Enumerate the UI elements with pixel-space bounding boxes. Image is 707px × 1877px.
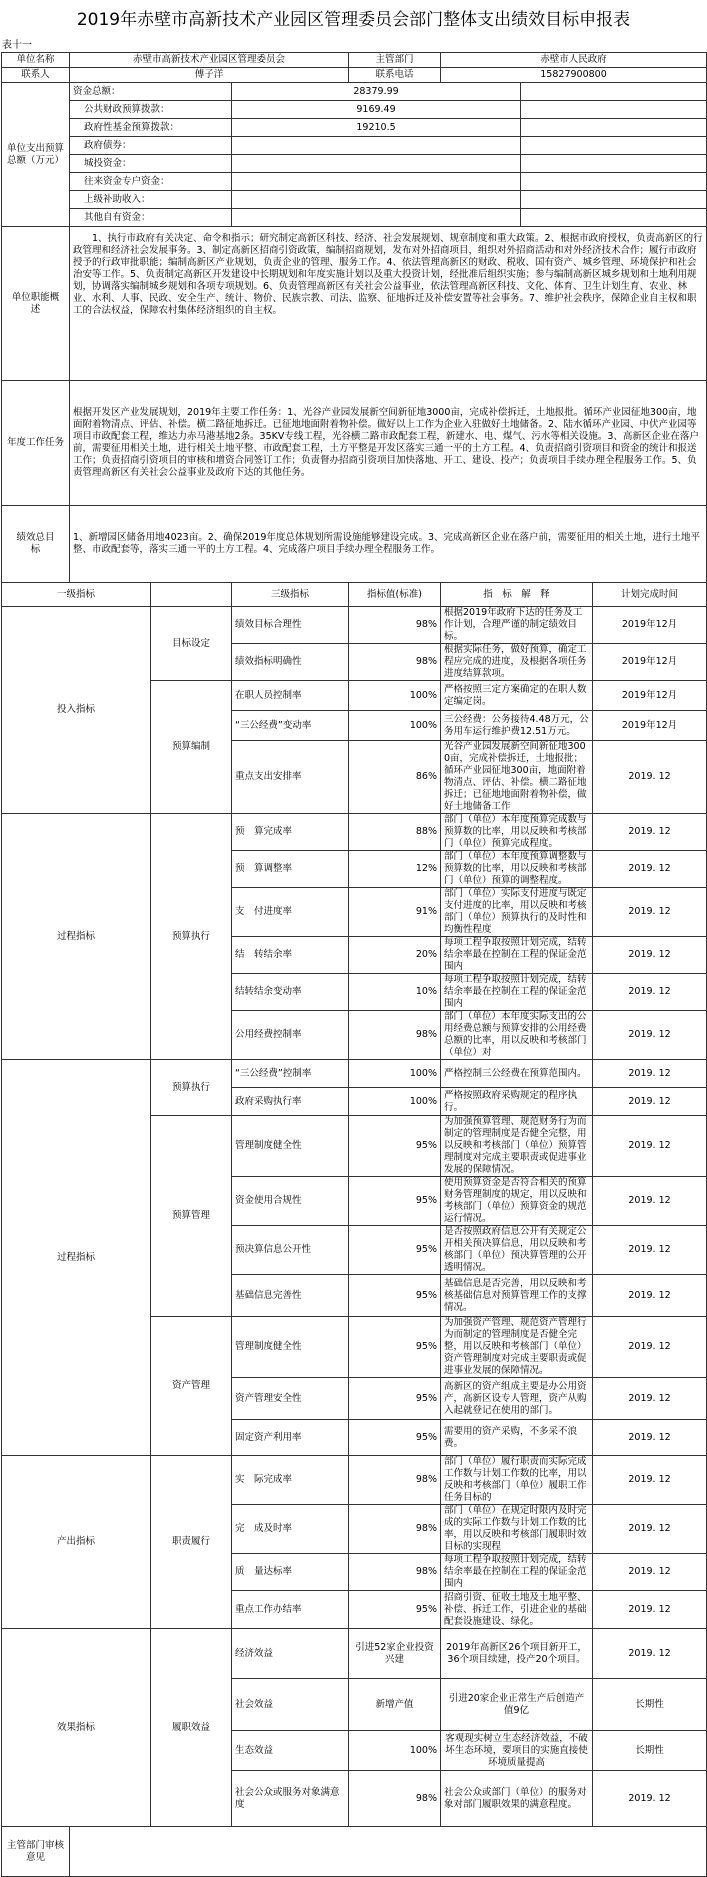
time-cell: 2019. 12 (593, 1378, 707, 1420)
target-cell: 10% (349, 974, 441, 1011)
level1-cell: 投入指标 (2, 607, 151, 814)
time-cell: 2019. 12 (593, 741, 707, 814)
indicator-row (2, 1456, 707, 1505)
level3-cell: 绩效指标明确性 (232, 644, 349, 681)
functions-label: 单位职能概 述 (2, 227, 70, 381)
goals-row (2, 506, 707, 583)
phone-label: 联系电话 (349, 68, 441, 83)
level3-cell: 完 成及时率 (232, 1505, 349, 1554)
level3-cell: 管理制度健全性 (232, 1116, 349, 1177)
time-cell: 2019. 12 (593, 814, 707, 851)
level3-cell: 经济效益 (232, 1629, 349, 1679)
level3-cell: 预 算调整率 (232, 851, 349, 888)
explain-cell: 高新区的资产组成主要是办公用资产，高新区设专人管理，资产从购入起就登记在使用的部门。 (441, 1378, 593, 1420)
level2-cell: 预算执行 (151, 1060, 232, 1116)
budget-row (2, 209, 707, 227)
time-cell: 2019. 12 (593, 937, 707, 974)
budget-item-label: 往来资金专户资金： (70, 173, 232, 191)
review-content (70, 1827, 707, 1877)
header-level3: 三级指标 (232, 583, 349, 607)
level2-cell: 职责履行 (151, 1456, 232, 1629)
target-cell: 100% (349, 681, 441, 711)
level2-cell: 预算管理 (151, 1116, 232, 1317)
indicator-row (2, 814, 707, 851)
dept-label: 主管部门 (349, 53, 441, 68)
contact-row (2, 68, 707, 83)
budget-row (2, 155, 707, 173)
target-cell: 95% (349, 1317, 441, 1378)
goals-label: 绩效总目 标 (2, 506, 70, 583)
budget-blank-cell (521, 209, 707, 227)
explain-cell: 部门（单位）实际支付进度与既定支付进度的比率，用以反映和考核部门（单位）预算执行的及时性和均衡性程度 (441, 888, 593, 937)
explain-cell: 严格控制三公经费在预算范围内。 (441, 1060, 593, 1088)
budget-row (2, 173, 707, 191)
time-cell: 2019年12月 (593, 607, 707, 644)
budget-row (2, 83, 707, 101)
budget-item-value (232, 191, 521, 209)
explain-cell: 引进20家企业正常生产后创造产值9亿 (441, 1679, 593, 1731)
explain-cell: 三公经费：公务接待4.48万元，公务用车运行维护费12.51万元。 (441, 711, 593, 741)
target-cell: 98% (349, 1771, 441, 1827)
phone-value: 15827900800 (441, 68, 707, 83)
explain-cell: 部门（单位）本年度预算调整数与预算数的比率，用以反映和考核部门（单位）预算的调整程度。 (441, 851, 593, 888)
header-level1: 一级指标 (2, 583, 151, 607)
time-cell: 2019. 12 (593, 1088, 707, 1116)
time-cell: 2019. 12 (593, 1629, 707, 1679)
level2-cell: 预算编制 (151, 681, 232, 814)
time-cell: 2019. 12 (593, 1771, 707, 1827)
explain-cell: 部门（单位）在规定时限内及时完成的实际工作数与计划工作数的比率，用以反映和考核部门履职时效目标的实现程 (441, 1505, 593, 1554)
dept-value: 赤壁市人民政府 (441, 53, 707, 68)
target-cell: 95% (349, 1226, 441, 1275)
level3-cell: 结 转结余率 (232, 937, 349, 974)
header-explain: 指 标 解 释 (441, 583, 593, 607)
time-cell: 2019. 12 (593, 851, 707, 888)
header-target: 指标值(标准) (349, 583, 441, 607)
unit-row (2, 53, 707, 68)
level3-cell: 生态效益 (232, 1731, 349, 1771)
time-cell: 2019. 12 (593, 1011, 707, 1060)
target-cell: 95% (349, 1116, 441, 1177)
budget-row (2, 101, 707, 119)
annual-tasks-label: 年度工作任务 (2, 381, 70, 506)
unit-value: 赤壁市高新技术产业园区管理委员会 (70, 53, 349, 68)
time-cell: 2019. 12 (593, 1591, 707, 1629)
level3-cell: 政府采购执行率 (232, 1088, 349, 1116)
budget-row (2, 191, 707, 209)
contact-value: 傅子洋 (70, 68, 349, 83)
table-number: 表十一 (2, 40, 32, 51)
explain-cell: 2019年高新区26个项目新开工，36个项目续建，投产20个项目。 (441, 1629, 593, 1679)
budget-blank-cell (521, 101, 707, 119)
time-cell: 2019年12月 (593, 644, 707, 681)
budget-row (2, 119, 707, 137)
explain-cell: 客观现实树立生态经济效益，不破坏生态环境，要项目的实施直接使环境质量提高 (441, 1731, 593, 1771)
target-cell: 86% (349, 741, 441, 814)
target-cell: 95% (349, 1275, 441, 1317)
time-cell: 2019. 12 (593, 1456, 707, 1505)
target-cell: 98% (349, 1011, 441, 1060)
target-cell: 95% (349, 1177, 441, 1226)
unit-label: 单位名称 (2, 53, 70, 68)
time-cell: 2019. 12 (593, 974, 707, 1011)
budget-item-label: 城投资金： (70, 155, 232, 173)
goals-text: 1、新增园区储备用地4023亩。2、确保2019年度总体规划所需设施能够建设完成。3、完成高新区企业在落户前，需要征用的相关土地，进行土地平整、市政配套等，落实三通一平的土方工程。4、完成落户项目手续办理全程服务工作。 (70, 506, 707, 583)
level1-cell: 过程指标 (2, 1060, 151, 1456)
functions-text: 1、执行市政府有关决定、命令和指示；研究制定高新区科技、经济、社会发展规划、规章制度和重大政策。2、根据市政府授权，负责高新区的行政管理和经济社会发展事务。3、制定高新区招商引资政策，编制招商规划，发布对外招商项目，组织对外招商活动和对外经济技术合作；履行市政府授予的行政审批职能；编制高新区产业规划，负责企业的管理、服务工作。4、依法管理高新区的财政、税收、国有资产、城乡管理、环境保护和社会治安等工作。5、负责制定高新区开发建设中长期规划和年度实施计划以及重大投资计划，经批准后组织实施；参与编制高新区城乡规划和土地利用规划，协调落实编制城乡规划和各项专项规划。6、负责管理高新区有关社会公益事业，依法管理高新区科技、文化、体育、卫生计划生育、农业、林业、水利、人事、民政、安全生产、统计、物价、民族宗教、司法、监察、征地拆迁及补偿安置等社会事务。7、维护社会秩序，保障企业自主权和职工的合法权益，保障农村集体经济组织的自主权。 (70, 227, 707, 381)
explain-cell: 需要用的资产采购，不多采不浪费。 (441, 1420, 593, 1456)
level2-cell: 目标设定 (151, 607, 232, 681)
level1-cell: 过程指标 (2, 814, 151, 1060)
level3-cell: 绩效目标合理性 (232, 607, 349, 644)
level3-cell: 资产管理安全性 (232, 1378, 349, 1420)
target-cell: 引进52家企业投资兴建 (349, 1629, 441, 1679)
target-cell: 20% (349, 937, 441, 974)
budget-row (2, 137, 707, 155)
time-cell: 2019年12月 (593, 711, 707, 741)
budget-item-value: 28379.99 (232, 83, 521, 101)
time-cell: 2019. 12 (593, 1060, 707, 1088)
level3-cell: 质 量达标率 (232, 1554, 349, 1591)
time-cell: 2019. 12 (593, 888, 707, 937)
contact-label: 联系人 (2, 68, 70, 83)
budget-item-label: 其他自有资金： (70, 209, 232, 227)
budget-item-value (232, 155, 521, 173)
time-cell: 2019. 12 (593, 1116, 707, 1177)
level3-cell: “三公经费”变动率 (232, 711, 349, 741)
budget-blank-cell (521, 83, 707, 101)
explain-cell: 招商引资、征收土地及土地平整、补偿、拆迁工作，引进企业的基础配套设施建设、绿化。 (441, 1591, 593, 1629)
level3-cell: 实 际完成率 (232, 1456, 349, 1505)
budget-item-value: 19210.5 (232, 119, 521, 137)
target-cell: 新增产值 (349, 1679, 441, 1731)
level3-cell: 基础信息完善性 (232, 1275, 349, 1317)
budget-blank-cell (521, 155, 707, 173)
budget-item-label: 上级补助收入： (70, 191, 232, 209)
time-cell: 长期性 (593, 1731, 707, 1771)
explain-cell: 每项工程争取按照计划完成，结转结余率最在控制在工程的保证金范围内 (441, 1554, 593, 1591)
explain-cell: 为加强预算管理、规范财务行为而制定的管理制度是否健全完整，用以反映和考核部门（单位）预算管理制度对完成主要职责或促进事业发展的保障情况。 (441, 1116, 593, 1177)
functions-row (2, 227, 707, 381)
budget-label: 单位支出预算总额（万元） (2, 83, 70, 227)
target-cell: 91% (349, 888, 441, 937)
target-cell: 12% (349, 851, 441, 888)
budget-item-label: 政府债券： (70, 137, 232, 155)
target-cell: 98% (349, 1505, 441, 1554)
explain-cell: 每项工程争取按照计划完成，结转结余率最在控制在工程的保证金范围内 (441, 937, 593, 974)
explain-cell: 每项工程争取按照计划完成，结转结余率最在控制在工程的保证金范围内 (441, 974, 593, 1011)
level3-cell: 社会公众或服务对象满意度 (232, 1771, 349, 1827)
target-cell: 88% (349, 814, 441, 851)
time-cell: 长期性 (593, 1679, 707, 1731)
level3-cell: 固定资产利用率 (232, 1420, 349, 1456)
explain-cell: 使用预算资金是否符合相关的预算财务管理制度的规定，用以反映和考核部门（单位）预算资金的规范运行情况。 (441, 1177, 593, 1226)
target-cell: 98% (349, 1456, 441, 1505)
level3-cell: 社会效益 (232, 1679, 349, 1731)
explain-cell: 部门（单位）履行职责而实际完成工作数与计划工作数的比率，用以反映和考核部门（单位）履职工作任务目标的 (441, 1456, 593, 1505)
level3-cell: 管理制度健全性 (232, 1317, 349, 1378)
budget-item-label: 政府性基金预算拨款： (70, 119, 232, 137)
explain-cell: 是否按照政府信息公开有关规定公开相关预决算信息，用以反映和考核部门（单位）预决算管理的公开透明情况。 (441, 1226, 593, 1275)
time-cell: 2019. 12 (593, 1226, 707, 1275)
time-cell: 2019. 12 (593, 1505, 707, 1554)
header-level2 (151, 583, 232, 607)
budget-item-label: 资金总额： (70, 83, 232, 101)
budget-item-label: 公共财政预算拨款： (70, 101, 232, 119)
explain-cell: 严格按照政府采购规定的程序执行。 (441, 1088, 593, 1116)
level2-cell: 履职效益 (151, 1629, 232, 1827)
target-cell: 95% (349, 1420, 441, 1456)
explain-cell: 光谷产业园发展新空间新征地3000亩，完成补偿拆迁，土地报批；循环产业园征地300亩，地面附着物清点、评估、补偿。横二路征地拆迁；已征地地面附着物补偿，做好土地储备工作 (441, 741, 593, 814)
indicator-header-row (2, 583, 707, 607)
explain-cell: 基础信息是否完善，用以反映和考核基础信息对预算管理工作的支撑情况。 (441, 1275, 593, 1317)
budget-item-value (232, 209, 521, 227)
page-title: 2019年赤壁市高新技术产业园区管理委员会部门整体支出绩效目标申报表 (76, 10, 631, 30)
target-cell: 95% (349, 1378, 441, 1420)
explain-cell: 部门（单位）本年度实际支出的公用经费总额与预算安排的公用经费总额的比率，用以反映和考核部门（单位）对 (441, 1011, 593, 1060)
level3-cell: 支 付进度率 (232, 888, 349, 937)
budget-blank-cell (521, 119, 707, 137)
target-cell: 98% (349, 1554, 441, 1591)
level3-cell: 资金使用合规性 (232, 1177, 349, 1226)
review-row (2, 1827, 707, 1877)
indicator-row (2, 1060, 707, 1088)
time-cell: 2019年12月 (593, 681, 707, 711)
level1-cell: 产出指标 (2, 1456, 151, 1629)
explain-cell: 根据实际任务，做好预算，确定工程应完成的进度，及根据各项任务进度结算款项。 (441, 644, 593, 681)
time-cell: 2019. 12 (593, 1420, 707, 1456)
target-cell: 100% (349, 711, 441, 741)
level3-cell: 重点支出安排率 (232, 741, 349, 814)
explain-cell: 为加强资产管理、规范资产管理行为而制定的管理制度是否健全完整，用以反映和考核部门（单位）资产管理制度对完成主要职责或促进事业发展的保障情况。 (441, 1317, 593, 1378)
budget-blank-cell (521, 191, 707, 209)
budget-item-value: 9169.49 (232, 101, 521, 119)
target-cell: 98% (349, 644, 441, 681)
level3-cell: 预 算完成率 (232, 814, 349, 851)
level3-cell: “三公经费”控制率 (232, 1060, 349, 1088)
time-cell: 2019. 12 (593, 1177, 707, 1226)
level3-cell: 重点工作办结率 (232, 1591, 349, 1629)
target-cell: 100% (349, 1731, 441, 1771)
explain-cell: 根据2019年政府下达的任务及工作计划，合理严谨的制定绩效目标。 (441, 607, 593, 644)
level2-cell: 预算执行 (151, 814, 232, 1060)
level3-cell: 预决算信息公开性 (232, 1226, 349, 1275)
level3-cell: 结转结余变动率 (232, 974, 349, 1011)
indicator-row (2, 1629, 707, 1679)
target-cell: 100% (349, 1088, 441, 1116)
header-plan-time: 计划完成时间 (593, 583, 707, 607)
target-cell: 95% (349, 1591, 441, 1629)
explain-cell: 部门（单位）本年度预算完成数与预算数的比率，用以反映和考核部门（单位）预算完成程度。 (441, 814, 593, 851)
level1-cell: 效果指标 (2, 1629, 151, 1827)
budget-item-value (232, 137, 521, 155)
level3-cell: 公用经费控制率 (232, 1011, 349, 1060)
level3-cell: 在职人员控制率 (232, 681, 349, 711)
annual-tasks-row (2, 381, 707, 506)
review-label: 主管部门审核意见 (2, 1827, 70, 1877)
budget-item-value (232, 173, 521, 191)
annual-tasks-text: 根据开发区产业发展规划，2019年主要工作任务：1、光谷产业园发展新空间新征地3000亩，完成补偿拆迁，土地报批。循环产业园征地300亩，地面附着物清点、评估、补偿。横二路征地拆迁。已征地地面附着物补偿。做好以上工作为企业入驻做好土地储备。2、陆水循环产业园、中伏产业园等项目市政配套工程，维达力赤马港基地2条。35KV专线工程，光谷横二路市政配套工程，新建水、电、煤气、污水等相关设施。3、高新区企业在落户前，需要征用相关土地，进行相关土地平整、市政配套工程，土方平整是开发区落实三通一平的土方工程。4、负责招商引资项目和资金的统计和报送工作；负责招商引资项目的审核和增资合同签订工作；负责督办招商引资项目加快落地、开工、建设、投产；负责项目手续办理全程服务工作。5、负责管理高新区有关社会公益事业及政府下达的其他任务。 (70, 381, 707, 506)
performance-goal-table (1, 52, 707, 1877)
level2-cell: 资产管理 (151, 1317, 232, 1456)
target-cell: 98% (349, 607, 441, 644)
time-cell: 2019. 12 (593, 1554, 707, 1591)
budget-blank-cell (521, 137, 707, 155)
explain-cell: 社会公众或部门（单位）的服务对象对部门履职效果的满意程度。 (441, 1771, 593, 1827)
budget-blank-cell (521, 173, 707, 191)
time-cell: 2019. 12 (593, 1275, 707, 1317)
indicator-row (2, 607, 707, 644)
explain-cell: 严格按照三定方案确定的在职人数定编定岗。 (441, 681, 593, 711)
time-cell: 2019. 12 (593, 1317, 707, 1378)
target-cell: 100% (349, 1060, 441, 1088)
